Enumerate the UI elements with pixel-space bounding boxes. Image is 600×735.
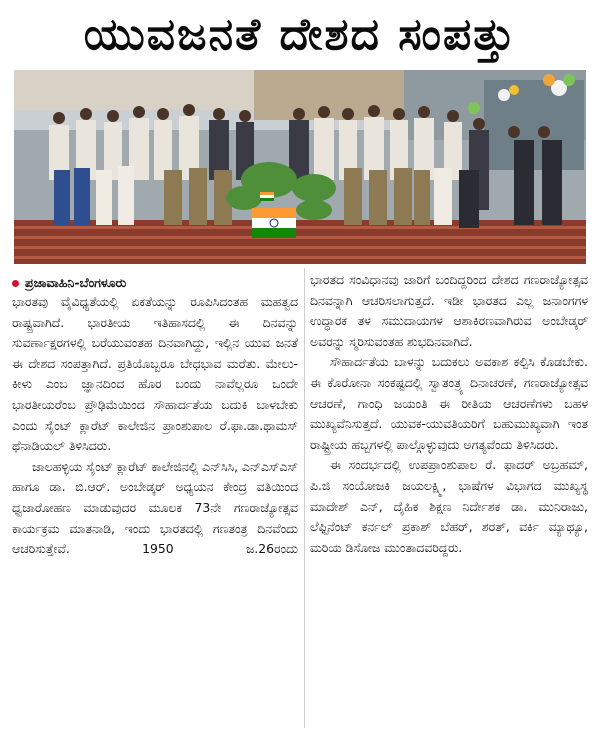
bullet-dot-icon xyxy=(12,280,19,287)
column-divider xyxy=(304,268,305,728)
group-photo-illustration xyxy=(14,70,586,264)
headline: ಯುವಜನತೆ ದೇಶದ ಸಂಪತ್ತು xyxy=(83,8,517,60)
byline-text: ಪ್ರಜಾವಾಹಿನಿ-ಬೆಂಗಳೂರು xyxy=(25,275,127,290)
article-paragraph: ಭಾರತವು ವೈವಿಧ್ಯತೆಯಲ್ಲಿ ಏಕತೆಯನ್ನು ರೂಪಿಸಿದಂತಹ ಮಹತ್ವದ ರಾಷ್ಟ್ರವಾಗಿದೆ. ಭಾರತೀಯ ಇತಿಹಾಸದಲ್ಲಿ ಈ ದಿನವನ್ನು ಸುವರ್ಣಾಕ್ಷರಗಳಲ್ಲಿ ಬರೆಯುವಂತಹ ದಿನವಾಗಿದ್ದು, ಇಲ್ಲಿನ ಯುವ ಜನತೆ ಈ ದೇಶದ ಸಂಪತ್ತಾಗಿದೆ. ಪ್ರತಿಯೊಬ್ಬರೂ ಬೇಧಭಾವ ಮರೆತು. ಮೇಲು-ಕೀಳು ಎಂಬ ಜ್ಞಾನದಿಂದ ಹೊರ ಬಂದು ನಾವೆಲ್ಲರೂ ಒಂದೇ ಭಾರತೀಯರೆಂಬ ಪ್ರೌಢಿಮೆಯಿಂದ ಸೌಹಾರ್ದತೆಯ ಬದುಕಿ ಬಾಳಬೇಕು ಎಂದು ಸೈಂಟ್ ಕ್ಲಾರೆಟ್ ಕಾಲೇಜಿನ ಪ್ರಾಂಶುಪಾಲ ರೆ.ಫಾ.ಡಾ.ಥಾಮಸ್ ಥೆನಾಡಿಯಲ್ ತಿಳಿಸಿದರು. xyxy=(12,294,298,454)
article-left-column xyxy=(12,292,298,560)
article-paragraph: ಜಾಲಹಳ್ಳಿಯ ಸೈಂಟ್ ಕ್ಲಾರೆಟ್ ಕಾಲೇಜಿನಲ್ಲಿ ಎನ್‌ಸಿಸಿ, ಎನ್‌ಎಸ್‌ಎಸ್ ಹಾಗೂ ಡಾ. ಬಿ.ಆರ್. ಅಂಬೇಡ್ಕರ್ ಅಧ್ಯಯನ ಕೇಂದ್ರ ವತಿಯಿಂದ ಧ್ವಜಾರೋಹಣ ಮಾಡುವುದರ ಮೂಲಕ 73ನೇ ಗಣರಾಜ್ಯೋತ್ಸವ ಕಾರ್ಯಕ್ರಮ ಮಾತನಾಡಿ, ಇಂದು ಭಾರತದಲ್ಲಿ ಗಣತಂತ್ರ ದಿನವೆಂದು ಆಚರಿಸುತ್ತೇವೆ. 1950 ಜ.26ರಂದು xyxy=(12,458,298,557)
article-paragraph: ಈ ಸಂದರ್ಭದಲ್ಲಿ ಉಪಪ್ರಾಂಶುಪಾಲ ರೆ. ಫಾದರ್ ಅಬ್ರಹಮ್, ಪಿ.ಜಿ ಸಂಯೋಜಕಿ ಜಯಲಕ್ಷ್ಮಿ, ಭಾಷೆಗಳ ವಿಭಾಗದ ಮುಖ್ಯಸ್ಥ ಮಾದೇಶ್ ಎನ್, ದೈಹಿಕ ಶಿಕ್ಷಣ ನಿರ್ದೇಶಕ ಡಾ. ಮುನಿರಾಜು, ಲೆಫ್ಟಿನೆಂಟ್ ಕರ್ನಲ್ ಪ್ರಕಾಶ್ ಬೆಹರ್, ಶರತ್, ವರ್ಕಿ ಮ್ಯಾಥ್ಯೂ, ಮರಿಯ ಡಿಸೋಜ ಮುಂತಾದವರಿದ್ದರು. xyxy=(310,457,588,555)
article-right-column xyxy=(310,270,588,558)
byline xyxy=(12,274,300,292)
article-paragraph: ಸೌಹಾರ್ದತೆಯ ಬಾಳನ್ನು ಬದುಕಲು ಅವಕಾಶ ಕಲ್ಪಿಸಿ ಕೊಡಬೇಕು. ಈ ಕೊರೋನಾ ಸಂಕಷ್ಟದಲ್ಲಿ ಸ್ವಾತಂತ್ರ್ಯ ದಿನಾಚರಣೆ, ಗಣರಾಜ್ಯೋತ್ಸವ ಆಚರಣೆ, ಗಾಂಧಿ ಜಯಂತಿ ಈ ರೀತಿಯ ಆಚರಣೆಗಳು ಬಹಳ ಮುಖ್ಯವೆನಿಸುತ್ತದೆ. ಯುವಕ-ಯುವತಿಯರಿಗೆ ಬಹುಮುಖ್ಯವಾಗಿ ಇಂತ ರಾಷ್ಟ್ರೀಯ ಹಬ್ಬಗಳಲ್ಲಿ ಪಾಲ್ಗೊಳ್ಳುವುದು ಅಗತ್ಯವೆಂದು ತಿಳಿಸಿದರು. xyxy=(310,354,588,452)
group-photo xyxy=(14,70,586,264)
article-paragraph: ಭಾರತದ ಸಂವಿಧಾನವು ಜಾರಿಗೆ ಬಂದಿದ್ದರಿಂದ ದೇಶದ ಗಣರಾಜ್ಯೋತ್ಸವ ದಿನವನ್ನಾಗಿ ಆಚರಿಸಲಾಗುತ್ತದೆ. ಇಡೀ ಭಾರತದ ಎಲ್ಲ ಜನಾಂಗಗಳ ಉದ್ಧಾರಕ ತಳ ಸಮುದಾಯಗಳ ಆಶಾಕಿರಣವಾಗಿರುವ ಅಂಬೇಡ್ಕರ್ ಅವರನ್ನು ಸ್ಮರಿಸುವಂತಹ ಶುಭದಿನವಾಗಿದೆ. xyxy=(310,272,588,349)
